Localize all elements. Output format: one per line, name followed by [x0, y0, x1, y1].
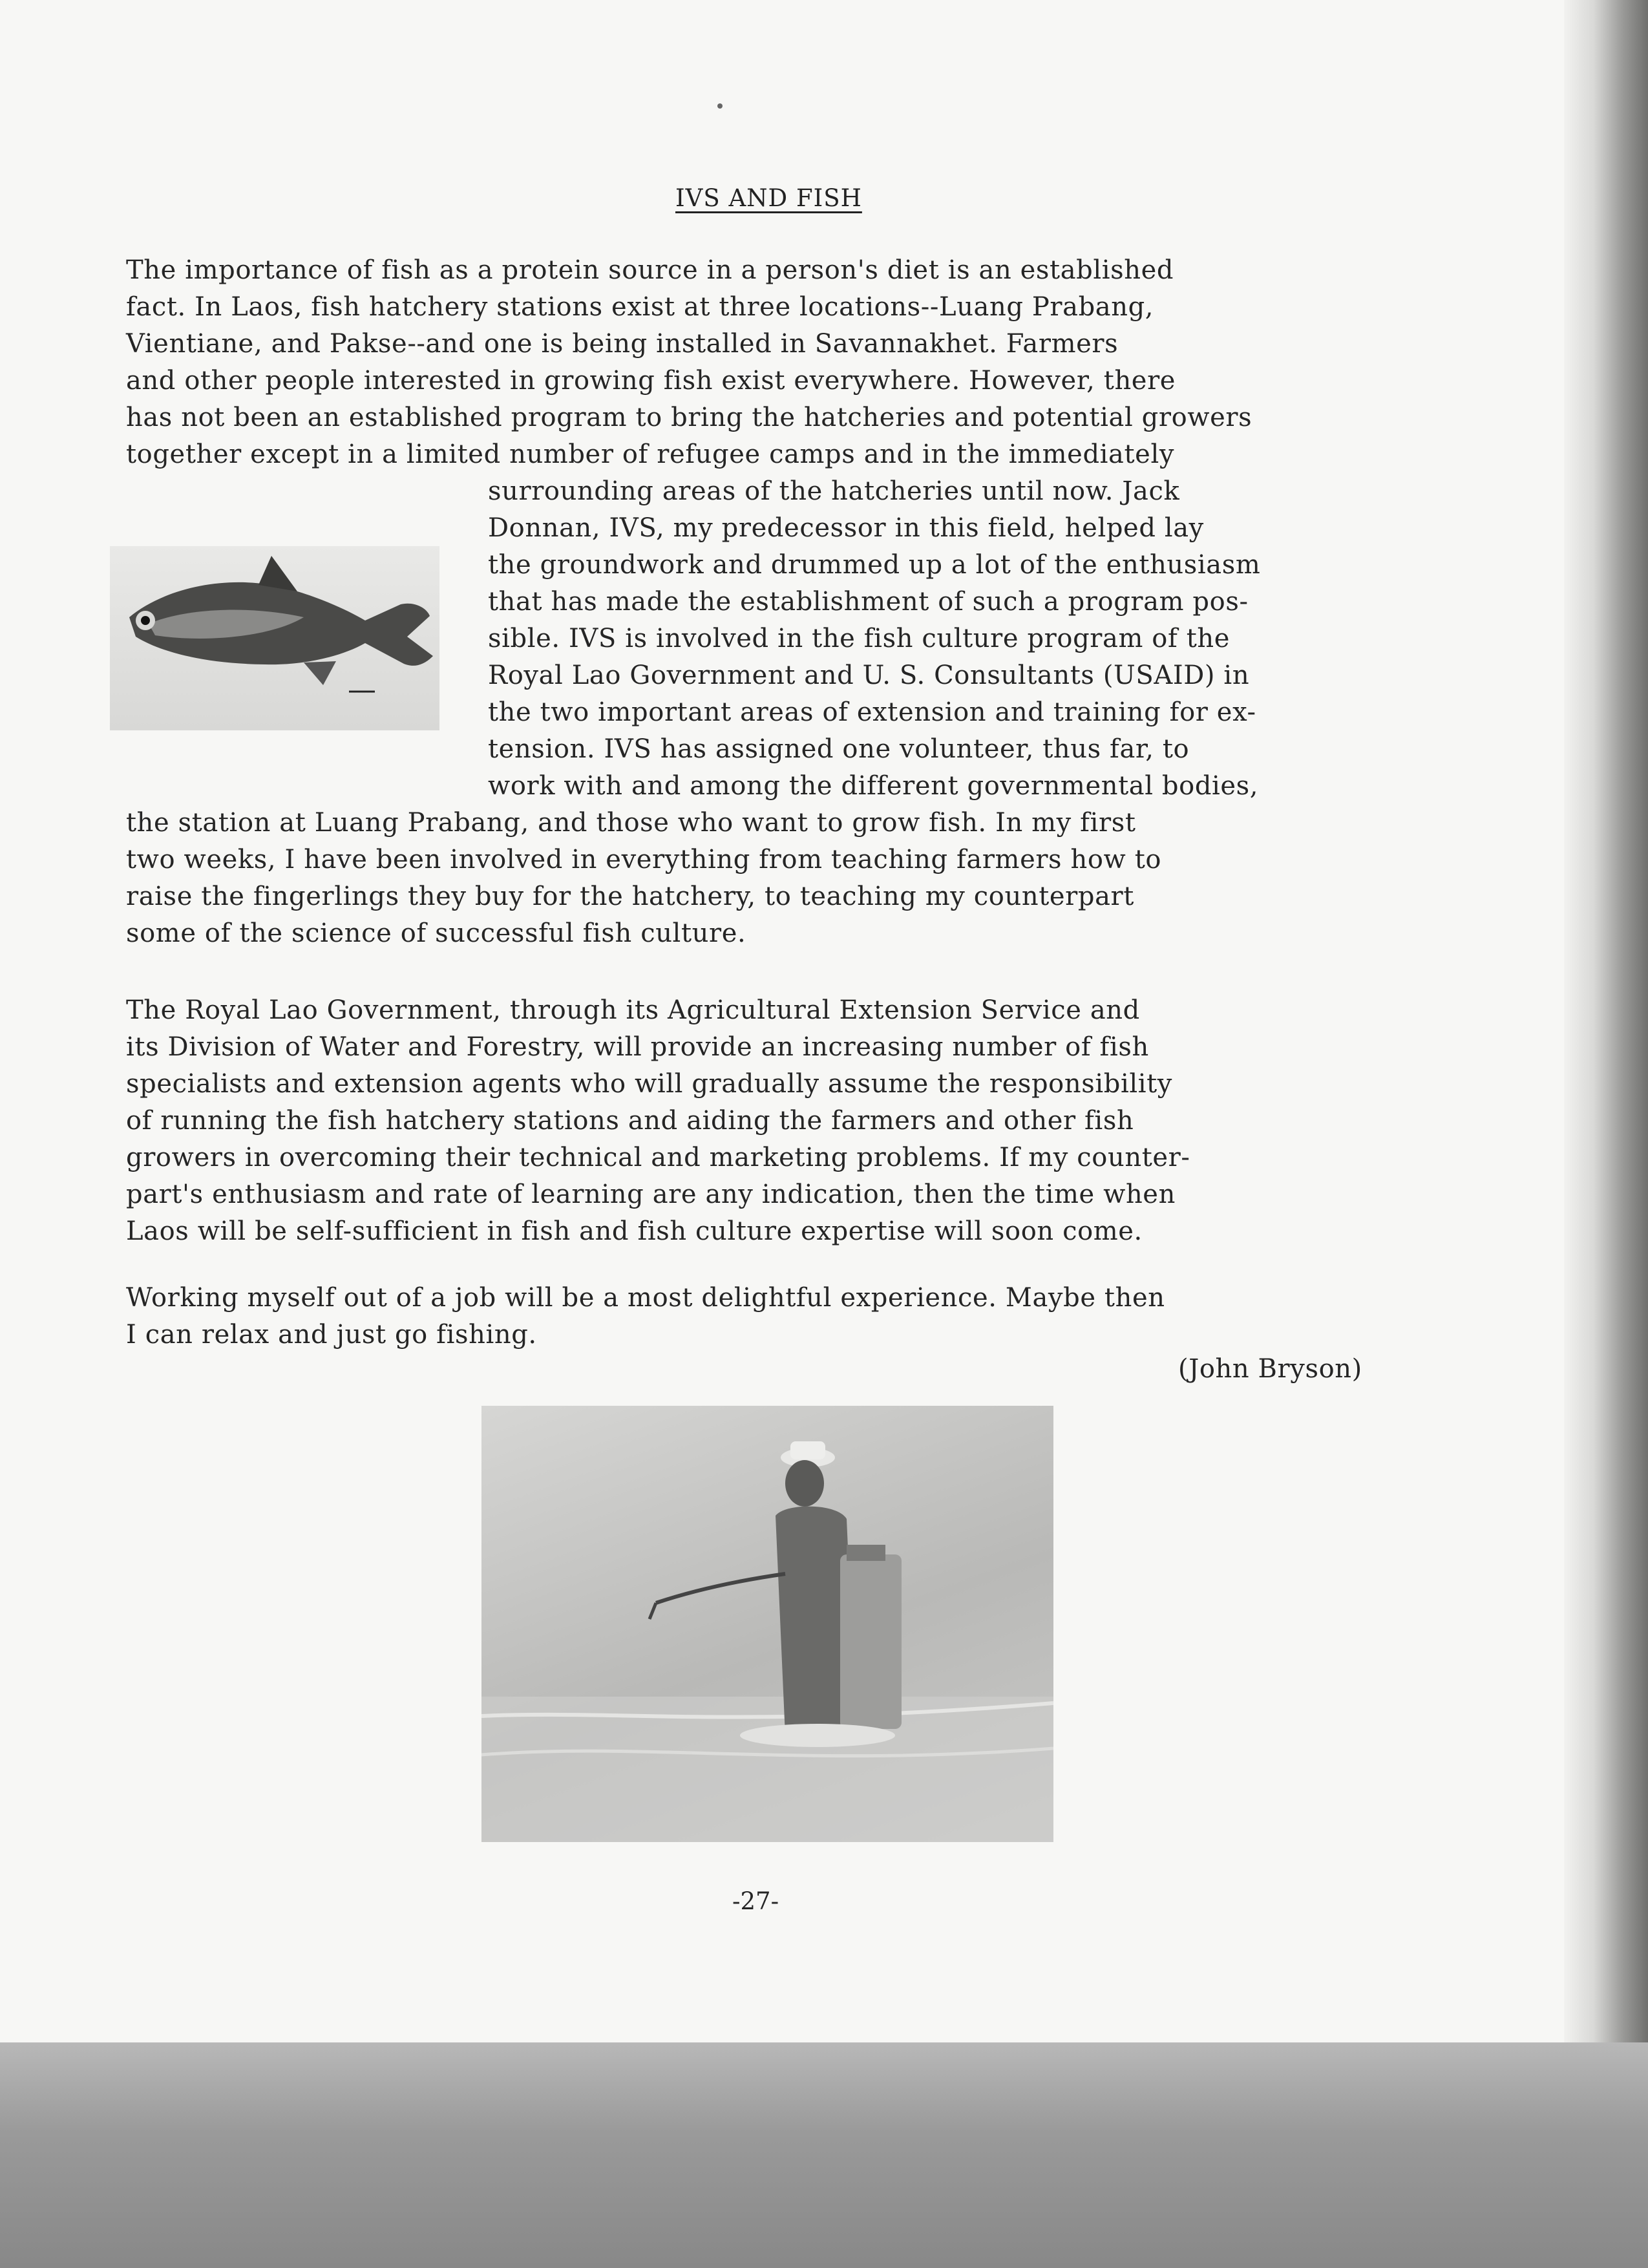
author-signature: (John Bryson) [1178, 1354, 1362, 1384]
text-line: together except in a limited number of refugee camps and in the immediately [126, 440, 1175, 469]
page-edge-shadow [1564, 0, 1648, 2042]
text-line: tension. IVS has assigned one volunteer, thus far, to [488, 734, 1190, 764]
fisherman-illustration [481, 1406, 1053, 1842]
text-line: growers in overcoming their technical and marketing problems. If my counter- [126, 1143, 1190, 1172]
text-line: Vientiane, and Pakse--and one is being installed in Savannakhet. Farmers [126, 329, 1119, 359]
text-line: I can relax and just go fishing. [126, 1320, 537, 1350]
text-line: The importance of fish as a protein source in a person's diet is an established [126, 255, 1174, 285]
text-line: the groundwork and drummed up a lot of the enthusiasm [488, 550, 1261, 580]
text-line: has not been an established program to bring the hatcheries and potential growers [126, 403, 1252, 432]
fisherman-wading-photo [481, 1406, 1053, 1842]
text-line: surrounding areas of the hatcheries until now. Jack [488, 476, 1180, 506]
text-line: two weeks, I have been involved in everything from teaching farmers how to [126, 845, 1162, 874]
text-line: the two important areas of extension and training for ex- [488, 697, 1256, 727]
text-line: part's enthusiasm and rate of learning are any indication, then the time when [126, 1180, 1176, 1209]
text-line: work with and among the different governmental bodies, [488, 771, 1259, 801]
fish-illustration [110, 546, 439, 730]
text-line: sible. IVS is involved in the fish culture program of the [488, 624, 1231, 653]
text-line: that has made the establishment of such a program pos- [488, 587, 1249, 617]
paragraph-2 [126, 992, 1464, 1250]
scan-background [0, 2042, 1648, 2268]
text-line: some of the science of successful fish culture. [126, 918, 746, 948]
text-line: The Royal Lao Government, through its Agricultural Extension Service and [126, 995, 1140, 1025]
text-line: specialists and extension agents who will gradually assume the responsibility [126, 1069, 1172, 1099]
fish-photo [110, 546, 439, 730]
paragraph-3 [126, 1280, 1464, 1353]
text-line: fact. In Laos, fish hatchery stations exist at three locations--Luang Prabang, [126, 292, 1154, 322]
text-line: raise the fingerlings they buy for the hatchery, to teaching my counterpart [126, 882, 1134, 911]
text-line: of running the fish hatchery stations and aiding the farmers and other fish [126, 1106, 1134, 1136]
speck-mark [717, 103, 723, 109]
text-line: and other people interested in growing fish exist everywhere. However, there [126, 366, 1176, 396]
text-line: Laos will be self-sufficient in fish and fish culture expertise will soon come. [126, 1216, 1143, 1246]
text-line: Royal Lao Government and U. S. Consultants (USAID) in [488, 661, 1250, 690]
article-title: IVS AND FISH [675, 184, 862, 212]
text-line: its Division of Water and Forestry, will provide an increasing number of fish [126, 1032, 1149, 1062]
text-line: Donnan, IVS, my predecessor in this field, helped lay [488, 513, 1204, 543]
text-line: Working myself out of a job will be a most delightful experience. Maybe then [126, 1283, 1165, 1313]
text-line: the station at Luang Prabang, and those who want to grow fish. In my first [126, 808, 1136, 838]
page-number: -27- [732, 1887, 779, 1915]
